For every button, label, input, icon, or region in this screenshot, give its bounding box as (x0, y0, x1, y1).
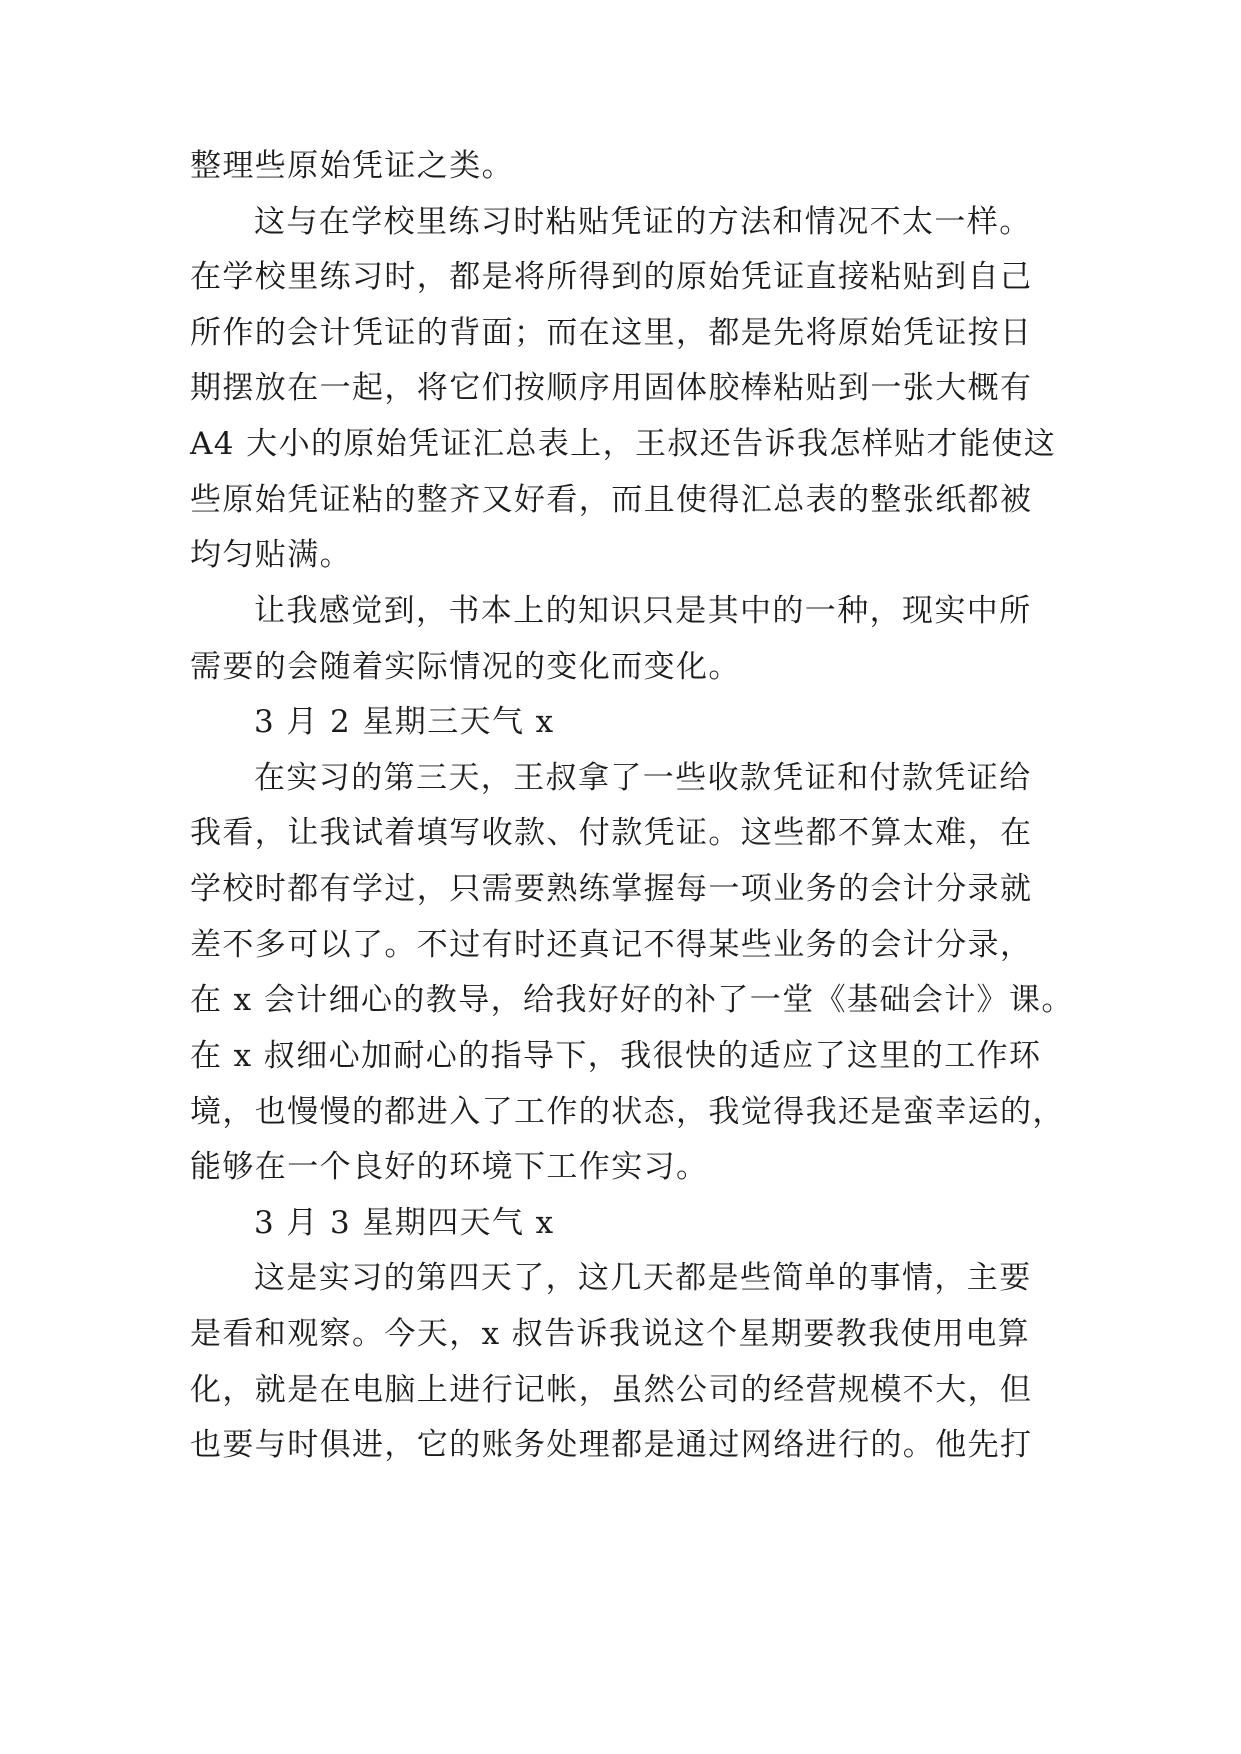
text-line: 我看，让我试着填写收款、付款凭证。这些都不算太难，在 (190, 815, 1033, 851)
text-line: 也要与时俱进，它的账务处理都是通过网络进行的。他先打 (190, 1427, 1033, 1463)
paragraph-start-line: 这与在学校里练习时粘贴凭证的方法和情况不太一样。 (254, 204, 1032, 240)
text-line: 化，就是在电脑上进行记帐，虽然公司的经营规模不大，但 (190, 1372, 1033, 1408)
text-line: 是看和观察。今天，x 叔告诉我说这个星期要教我使用电算 (190, 1316, 1031, 1352)
text-line: 些原始凭证粘的整齐又好看，而且使得汇总表的整张纸都被 (190, 482, 1033, 518)
text-line: 在 x 会计细心的教导，给我好好的补了一堂《基础会计》课。 (190, 982, 1074, 1018)
text-line: 整理些原始凭证之类。 (190, 148, 514, 184)
text-line: 需要的会随着实际情况的变化而变化。 (190, 649, 741, 685)
text-line: 所作的会计凭证的背面；而在这里，都是先将原始凭证按日 (190, 315, 1033, 351)
text-line: 在学校里练习时，都是将所得到的原始凭证直接粘贴到自己 (190, 259, 1033, 295)
text-line: 境，也慢慢的都进入了工作的状态，我觉得我还是蛮幸运的， (190, 1094, 1065, 1130)
diary-date-heading: 3 月 2 星期三天气 x (254, 704, 555, 740)
diary-date-heading: 3 月 3 星期四天气 x (254, 1205, 555, 1241)
text-line: 差不多可以了。不过有时还真记不得某些业务的会计分录， (190, 927, 1033, 963)
text-line: 在 x 叔细心加耐心的指导下，我很快的适应了这里的工作环 (190, 1038, 1042, 1074)
text-line: A4 大小的原始凭证汇总表上，王叔还告诉我怎样贴才能使这 (190, 426, 1057, 462)
text-line: 均匀贴满。 (190, 537, 352, 573)
paragraph-start-line: 这是实习的第四天了，这几天都是些简单的事情，主要 (254, 1260, 1032, 1296)
text-line: 期摆放在一起，将它们按顺序用固体胶棒粘贴到一张大概有 (190, 370, 1033, 406)
text-line: 学校时都有学过，只需要熟练掌握每一项业务的会计分录就 (190, 871, 1033, 907)
text-line: 能够在一个良好的环境下工作实习。 (190, 1149, 709, 1185)
paragraph-start-line: 让我感觉到，书本上的知识只是其中的一种，现实中所 (254, 593, 1032, 629)
paragraph-start-line: 在实习的第三天，王叔拿了一些收款凭证和付款凭证给 (254, 760, 1032, 796)
